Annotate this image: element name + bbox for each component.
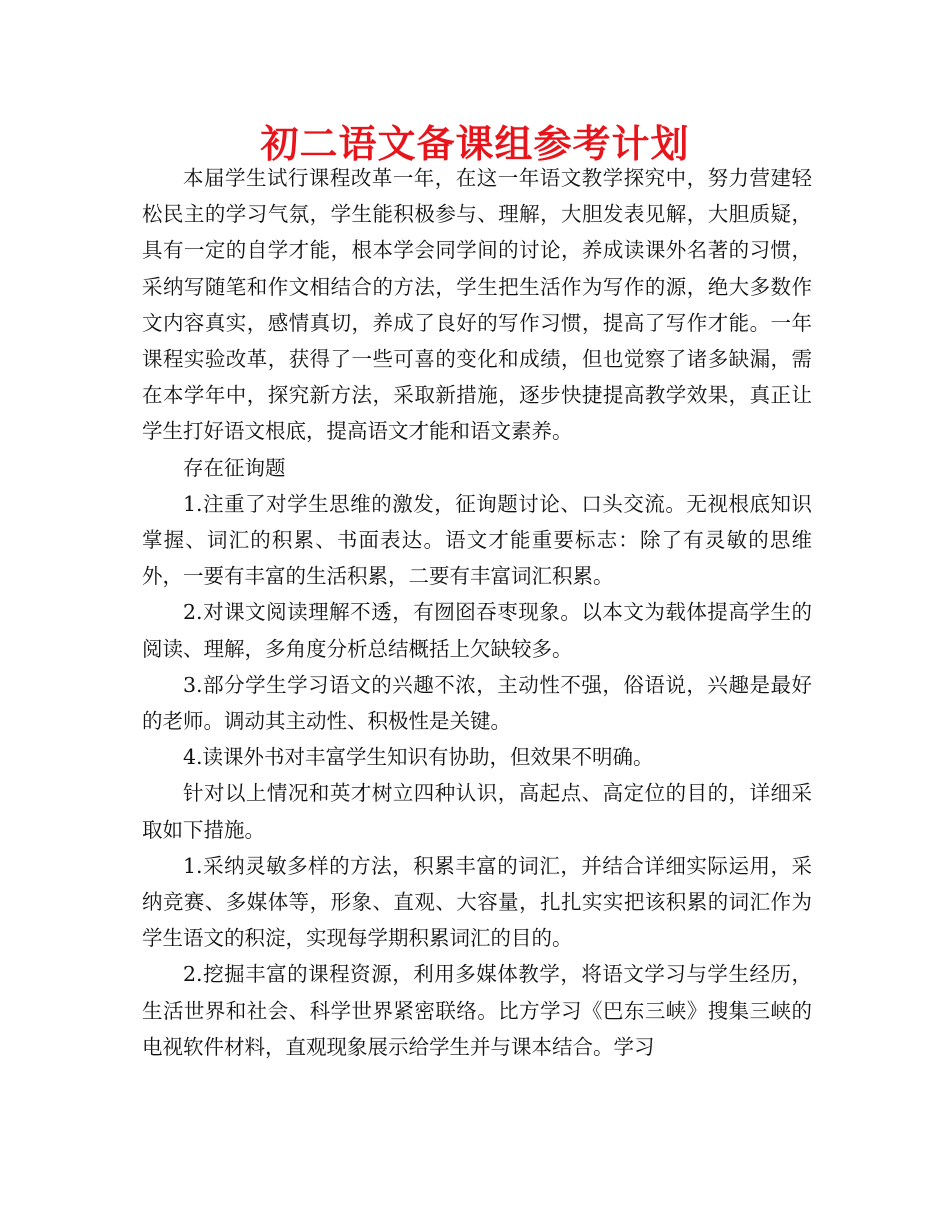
paragraph-measures-intro: 针对以上情况和英才树立四种认识，高起点、高定位的目的，详细采取如下措施。 (142, 781, 812, 842)
paragraph-measure-1: 1.采纳灵敏多样的方法，积累丰富的词汇，并结合详细实际运用，采纳竞赛、多媒体等，形象、直观、大容量，扎扎实实把该积累的词汇作为学生语文的积淀，实现每学期积累词汇的目的。 (142, 853, 812, 951)
paragraph-issue-2: 2.对课文阅读理解不透，有囫囵吞枣现象。以本文为载体提高学生的阅读、理解，多角度分析总结概括上欠缺较多。 (142, 600, 812, 661)
paragraph-measure-2: 2.挖掘丰富的课程资源，利用多媒体教学，将语文学习与学生经历，生活世界和社会、科学世界紧密联络。比方学习《巴东三峡》搜集三峡的电视软件材料，直观现象展示给学生并与课本结合。学习 (142, 962, 812, 1059)
page-title: 初二语文备课组参考计划 (260, 122, 690, 166)
paragraph-issue-3: 3.部分学生学习语文的兴趣不浓，主动性不强，俗语说，兴趣是最好的老师。调动其主动性、积极性是关键。 (142, 672, 812, 734)
paragraph-intro: 本届学生试行课程改革一年，在这一年语文教学探究中，努力营建轻松民主的学习气氛，学生能积极参与、理解，大胆发表见解，大胆质疑，具有一定的自学才能，根本学会同学间的讨论，养成读课外名著的习惯，采纳写随笔和作文相结合的方法，学生把生活作为写作的源，绝大多数作文内容真实，感情真切，养成了良好的写作习惯，提高了写作才能。一年课程实验改革，获得了一些可喜的变化和成绩，但也觉察了诸多缺漏，需在本学年中，探究新方法，采取新措施，逐步快捷提高教学效果，真正让学生打好语文根底，提高语文才能和语文素养。 (142, 166, 812, 444)
paragraph-issue-4: 4.读课外书对丰富学生知识有协助，但效果不明确。 (183, 745, 654, 770)
paragraph-issue-1: 1.注重了对学生思维的激发，征询题讨论、口头交流。无视根底知识掌握、词汇的积累、书面表达。语文才能重要标志：除了有灵敏的思维外，一要有丰富的生活积累，二要有丰富词汇积累。 (142, 491, 812, 589)
paragraph-issues-heading: 存在征询题 (183, 455, 286, 480)
document-body (142, 160, 812, 1065)
